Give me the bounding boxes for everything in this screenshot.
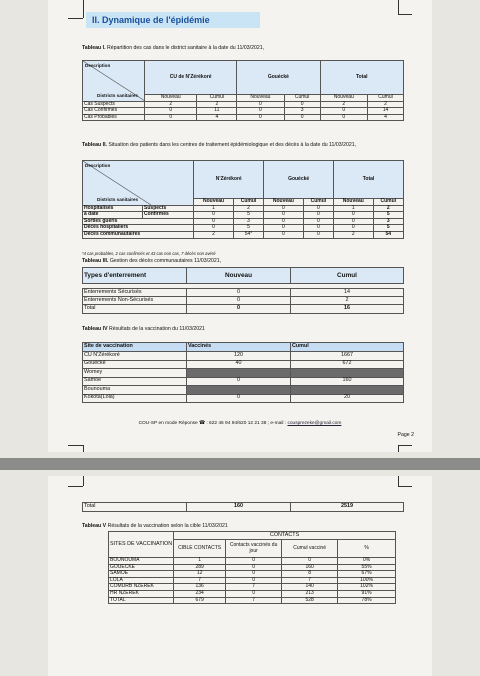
sub-header: Cumul bbox=[367, 95, 403, 102]
table3 bbox=[82, 267, 404, 314]
table-row: Cas Confirmés 0 11 0 3 0 14 bbox=[83, 108, 404, 115]
table-row: COMURB NZEREK 136 7 140 102% bbox=[109, 584, 396, 591]
table2 bbox=[82, 160, 404, 239]
table1-group-header: CU de N'Zérékoré bbox=[145, 61, 237, 95]
table-row: CU N'Zérékoré 120 1667 bbox=[83, 352, 404, 361]
table4-header: Vaccinés bbox=[187, 343, 291, 352]
table1-corner: Description Districts sanitaires bbox=[83, 61, 145, 102]
table-row: Hospitalisés Suspects 1 2 0 0 1 2 bbox=[83, 205, 404, 212]
table5-header: % bbox=[338, 540, 396, 558]
table-row: Décès communautaires 2 54* 0 0 2 54 bbox=[83, 231, 404, 238]
table2-group-header: N'Zérékoré bbox=[194, 161, 264, 199]
table4-caption: Tableau IV Résultats de la vaccination du 11/03/2021 bbox=[82, 326, 205, 332]
sub-header: Nouveau bbox=[320, 95, 367, 102]
table4-header: Site de vaccination bbox=[83, 343, 187, 352]
table3-header: Types d'enterrement bbox=[83, 268, 187, 284]
table5-header: CIBLE CONTACTS bbox=[174, 540, 226, 558]
table5-contacts-header: CONTACTS bbox=[174, 532, 396, 540]
crop-mark bbox=[68, 445, 83, 446]
page-gap bbox=[0, 458, 480, 470]
phone-icon: ☎ bbox=[199, 421, 206, 426]
crop-mark bbox=[398, 0, 399, 14]
document-page-2 bbox=[48, 476, 432, 676]
table-row: Samoe 0 160 bbox=[83, 377, 404, 386]
table-row: GOUECKE 289 0 160 55% bbox=[109, 564, 396, 571]
table-row: Gouécké 40 672 bbox=[83, 360, 404, 369]
table2-group-header: Total bbox=[334, 161, 404, 199]
table-row: Cas Suspects 2 2 0 0 2 2 bbox=[83, 101, 404, 108]
table1 bbox=[82, 60, 404, 121]
table-row: BOUNOUMA 1 0 0 0% bbox=[109, 558, 396, 565]
crop-mark bbox=[83, 0, 84, 18]
table-row: Cas Probables 0 4 0 0 0 4 bbox=[83, 114, 404, 121]
table-row: Total 160 2519 bbox=[83, 503, 404, 512]
sub-header: Nouveau bbox=[194, 199, 233, 206]
section-title: II. Dynamique de l'épidémie bbox=[86, 12, 260, 28]
sub-header: Nouveau bbox=[237, 95, 284, 102]
crop-mark bbox=[398, 486, 412, 487]
crop-mark bbox=[83, 476, 84, 486]
table-row: HR NZEREK 234 0 213 91% bbox=[109, 590, 396, 597]
sub-header: Nouveau bbox=[145, 95, 197, 102]
sub-header: Nouveau bbox=[264, 199, 303, 206]
table-row: Bounouma bbox=[83, 386, 404, 395]
crop-mark bbox=[398, 445, 399, 452]
table5-header: Contacts vaccinés du jour bbox=[226, 540, 282, 558]
page-number: Page 2 bbox=[397, 432, 414, 438]
table-row: à date Confirmés 0 5 0 0 0 5 bbox=[83, 212, 404, 219]
table2-group-header: Gouécké bbox=[264, 161, 334, 199]
table-row: Enterrements Sécurisés 0 14 bbox=[83, 289, 404, 297]
table-row: SAMOE 12 0 8 67% bbox=[109, 571, 396, 578]
table-row: Womey bbox=[83, 369, 404, 378]
table5-site-header: SITES DE VACCINATION bbox=[109, 532, 174, 558]
document-page-1 bbox=[48, 0, 432, 452]
table3-header: Cumul bbox=[291, 268, 404, 284]
table5-caption: Tableau V Résultats de la vaccination selon la cible 11/03/2021 bbox=[82, 523, 228, 529]
sub-header: Cumul bbox=[233, 199, 263, 206]
crop-mark bbox=[398, 445, 412, 446]
crop-mark bbox=[83, 445, 84, 452]
crop-mark bbox=[398, 14, 412, 15]
table2-caption: Tableau II. Situation des patients dans les centres de traitement épidémiologique et des décès à la date du 11/03/2021, bbox=[82, 142, 357, 148]
table3-caption: Tableau III. Gestion des décès communautaires 11/03/2021, bbox=[82, 258, 222, 264]
sub-header: Cumul bbox=[197, 95, 237, 102]
table2-corner: Description Districts sanitaires bbox=[83, 161, 194, 206]
table-row: TOTAL 679 7 528 78% bbox=[109, 597, 396, 604]
table-row: Kokota(Lola) 0 20 bbox=[83, 394, 404, 403]
table4-header: Cumul bbox=[291, 343, 404, 352]
crop-mark bbox=[68, 486, 83, 487]
page-footer: COU-SP en mode Réponse ☎ : 622 46 94 94/620 12 21 38 ; e-mail : cousprezeke@gmail.com bbox=[138, 421, 342, 426]
crop-mark bbox=[68, 18, 83, 19]
table1-caption: Tableau I. Répartition des cas dans le district sanitaire à la date du 11/03/2021, bbox=[82, 45, 265, 51]
table-row: Sorties guéris 0 3 0 0 0 3 bbox=[83, 218, 404, 225]
sub-header: Nouveau bbox=[334, 199, 373, 206]
table-row: Total 0 16 bbox=[83, 305, 404, 314]
sub-header: Cumul bbox=[284, 95, 320, 102]
table2-footnote: *4 cas probables, 2 cas confirmés et 43 cas non cas, 7 décès non avéré bbox=[82, 251, 216, 256]
table4 bbox=[82, 342, 404, 403]
table5 bbox=[108, 531, 396, 604]
table-row: Décès hospitaliers 0 5 0 0 0 5 bbox=[83, 225, 404, 232]
table1-group-header: Gouéckè bbox=[237, 61, 320, 95]
table-row: Enterrements Non-Sécurisés 0 2 bbox=[83, 297, 404, 305]
footer-email-link[interactable]: cousprezeke@gmail.com bbox=[287, 421, 342, 426]
table3-header: Nouveau bbox=[187, 268, 291, 284]
table-row: LOLA 7 0 7 100% bbox=[109, 577, 396, 584]
crop-mark bbox=[398, 476, 399, 486]
table1-group-header: Total bbox=[320, 61, 403, 95]
table4-continued bbox=[82, 502, 404, 512]
table5-header: Cumul vacciné bbox=[282, 540, 338, 558]
sub-header: Cumul bbox=[303, 199, 333, 206]
sub-header: Cumul bbox=[373, 199, 403, 206]
